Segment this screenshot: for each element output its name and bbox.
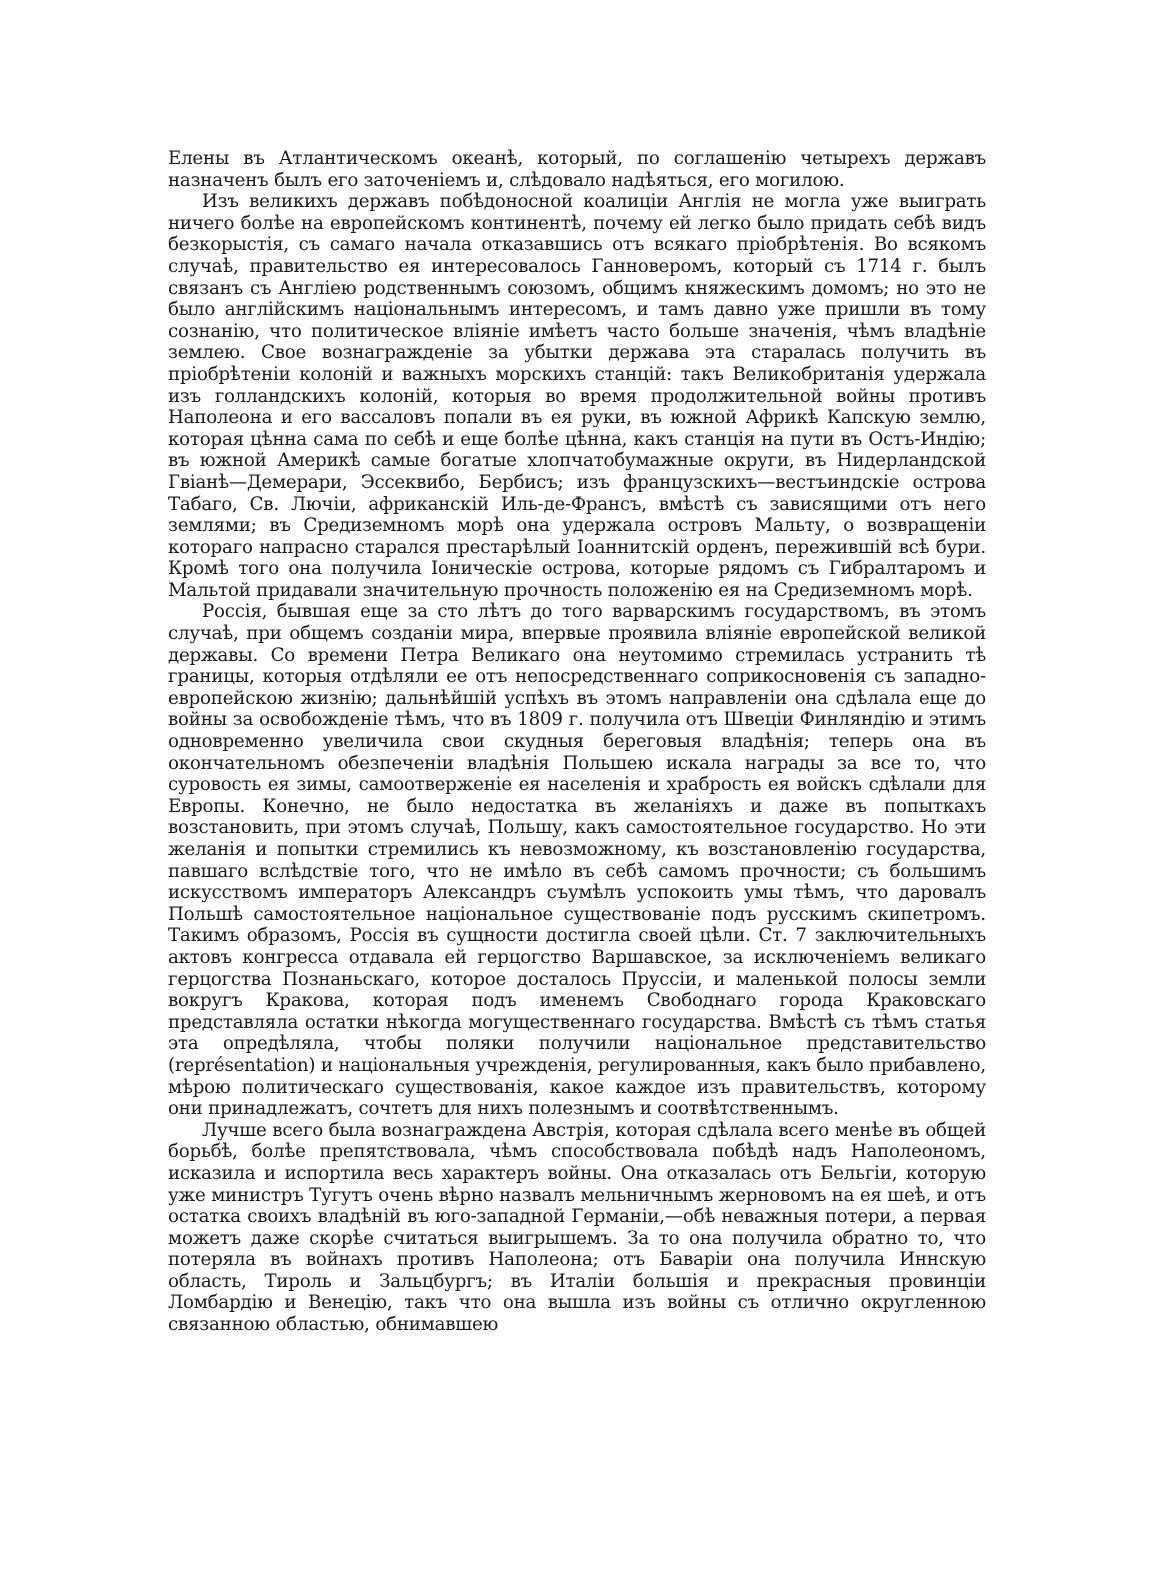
page-text bbox=[168, 148, 986, 1336]
paragraph-4: Лучше всего была вознаграждена Австрія, которая сдѣлала всего менѣе въ общей борьбѣ, болѣе препятствовала, чѣмъ способствовала побѣдѣ надъ Наполеономъ, исказила и испортила весь характеръ войны. Она отказалась отъ Бельгіи, которую уже министръ Тугутъ очень вѣрно назвалъ мельничнымъ жерновомъ на ея шеѣ, и отъ остатка своихъ владѣній въ юго-западной Германіи,—обѣ неважныя потери, а первая можетъ даже скорѣе считаться выигрышемъ. За то она получила обратно то, что потеряла въ войнахъ противъ Наполеона; отъ Баваріи она получила Иннскую область, Тироль и Зальцбургъ; въ Италіи большія и прекрасныя провинціи Ломбардію и Венецію, такъ что она вышла изъ войны съ отлично округленною связанною областью, обнимавшею bbox=[168, 1119, 986, 1336]
paragraph-1: Елены въ Атлантическомъ океанѣ, который, по соглашенію четырехъ державъ назначенъ былъ его заточеніемъ и, слѣдовало надѣяться, его могилою. bbox=[168, 148, 986, 191]
paragraph-3: Россія, бывшая еще за сто лѣтъ до того варварскимъ государствомъ, въ этомъ случаѣ, при общемъ созданіи мира, впервые проявила вліяніе европейской великой державы. Со времени Петра Великаго она неутомимо стремилась устранить тѣ границы, которыя отдѣляли ее отъ непосредственнаго соприкосновенія съ западно-европейскою жизнію; дальнѣйшій успѣхъ въ этомъ направленіи она сдѣлала еще до войны за освобожденіе тѣмъ, что въ 1809 г. получила отъ Швеціи Финляндію и этимъ одновременно увеличила свои скудныя береговыя владѣнія; теперь она въ окончательномъ обезпеченіи владѣнія Польшею искала награды за все то, что суровость ея зимы, самоотверженіе ея населенія и храбрость ея войскъ сдѣлали для Европы. Конечно, не было недостатка въ желаніяхъ и даже въ попыткахъ возстановить, при этомъ случаѣ, Польшу, какъ самостоятельное государство. Но эти желанія и попытки стремились къ невозможному, къ возстановленію государства, павшаго вслѣдствіе того, что не имѣло въ себѣ самомъ прочности; съ большимъ искусствомъ императоръ Александръ съумѣлъ успокоить умы тѣмъ, что даровалъ Польшѣ самостоятельное національное существованіе подъ русскимъ скипетромъ. Такимъ образомъ, Россія въ сущности достигла своей цѣли. Ст. 7 заключительныхъ актовъ конгресса отдавала ей герцогство Варшавское, за исключеніемъ великаго герцогства Познаньскаго, которое досталось Пруссіи, и маленькой полосы земли вокругъ Кракова, которая подъ именемъ Свободнаго города Краковскаго представляла остатки нѣкогда могущественнаго государства. Вмѣстѣ съ тѣмъ статья эта опредѣляла, чтобы поляки получили національное представительство (représentation) и національныя учрежденія, регулированныя, какъ было прибавлено, мѣрою политическаго существованія, какое каждое изъ правительствъ, которому они принадлежатъ, сочтетъ для нихъ полезнымъ и соотвѣтственнымъ. bbox=[168, 601, 986, 1120]
paragraph-2: Изъ великихъ державъ побѣдоносной коалиціи Англія не могла уже выиграть ничего болѣе на европейскомъ континентѣ, почему ей легко было придать себѣ видъ безкорыстія, съ самаго начала отказавшись отъ всякаго пріобрѣтенія. Во всякомъ случаѣ, правительство ея интересовалось Ганноверомъ, который съ 1714 г. былъ связанъ съ Англіею родственнымъ союзомъ, общимъ княжескимъ домомъ; но это не было англійскимъ національнымъ интересомъ, и тамъ давно уже пришли въ тому сознанію, что политическое вліяніе имѣетъ часто больше значенія, чѣмъ владѣніе землею. Свое вознагражденіе за убытки держава эта старалась получить въ пріобрѣтеніи колоній и важныхъ морскихъ станцій: такъ Великобританія удержала изъ голландскихъ колоній, которыя во время продолжительной войны противъ Наполеона и его вассаловъ попали въ ея руки, въ южной Африкѣ Капскую землю, которая цѣнна сама по себѣ и еще болѣе цѣнна, какъ станція на пути въ Остъ-Индію; въ южной Америкѣ самые богатые хлопчатобумажные округи, въ Нидерландской Гвіанѣ—Демерари, Эссеквибо, Бербисъ; изъ французскихъ—вестъиндскіе острова Табаго, Св. Лючіи, африканскій Иль-де-Франсъ, вмѣстѣ съ зависящими отъ него землями; въ Средиземномъ морѣ она удержала островъ Мальту, о возвращеніи котораго напрасно старался престарѣлый Іоаннитскій орденъ, пережившій всѣ бури. Кромѣ того она получила Іоническіе острова, которые рядомъ съ Гибралтаромъ и Мальтой придавали значительную прочность положенію ея на Средиземномъ морѣ. bbox=[168, 191, 986, 601]
